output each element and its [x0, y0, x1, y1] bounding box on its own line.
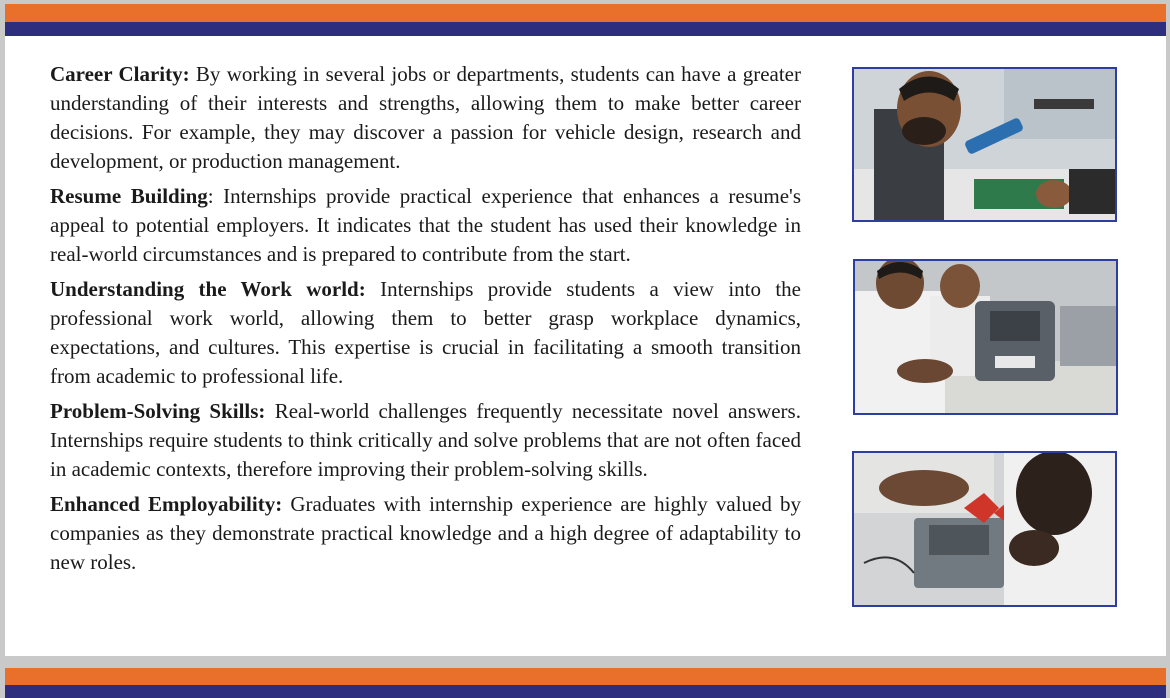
paragraph-body: Internships provide students a view into the professional work world, allowing them to better grasp workplace dynamics, expectations, and cultures. This expertise is crucial in facilitating a smooth transition from academic to professional life. [50, 277, 801, 388]
student-soldering-circuit-photo [852, 67, 1117, 222]
paragraph-understanding-work-world [50, 275, 801, 391]
paragraph-problem-solving [50, 397, 801, 484]
paragraph-heading: Career Clarity: [50, 62, 190, 86]
paragraph-resume-building [50, 182, 801, 269]
header-orange-band [5, 4, 1166, 22]
paragraph-career-clarity [50, 60, 801, 176]
header-navy-band [5, 22, 1166, 36]
text-column [50, 60, 801, 583]
paragraph-body: Graduates with internship experience are highly valued by companies as they demonstrate practical knowledge and a high degree of adaptability to new roles. [50, 492, 801, 574]
paragraph-heading: Enhanced Employability: [50, 492, 283, 516]
paragraph-body: By working in several jobs or departments, students can have a greater understanding of their interests and strengths, allowing them to make better career decisions. For example, they may discover a passion for vehicle design, research and development, or production management. [50, 62, 801, 173]
students-using-key-machine-photo [853, 259, 1118, 415]
paragraph-heading: Resume Building [50, 184, 208, 208]
footer-orange-band [5, 668, 1166, 685]
hands-operating-key-machine-photo [852, 451, 1117, 607]
footer-navy-band [5, 685, 1166, 698]
paragraph-heading: Understanding the Work world: [50, 277, 366, 301]
paragraph-body: Real-world challenges frequently necessitate novel answers. Internships require students to think critically and solve problems that are not often faced in academic contexts, therefore improving their problem-solving skills. [50, 399, 801, 481]
paragraph-heading: Problem-Solving Skills: [50, 399, 266, 423]
paragraph-enhanced-employability [50, 490, 801, 577]
paragraph-body: : Internships provide practical experience that enhances a resume's appeal to potential employers. It indicates that the student has used their knowledge in real-world circumstances and is prepared to contribute from the start. [50, 184, 801, 266]
